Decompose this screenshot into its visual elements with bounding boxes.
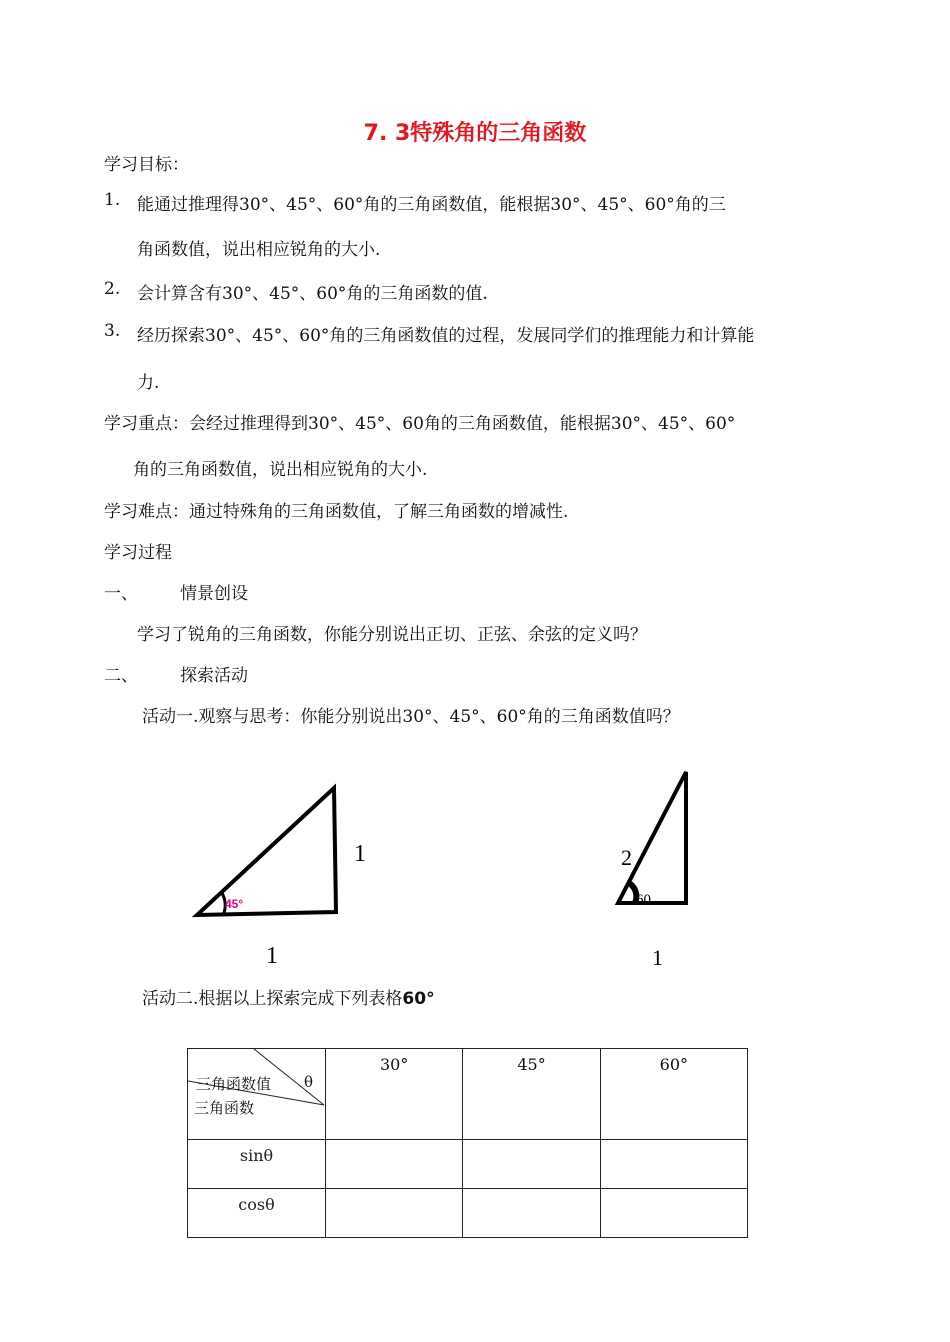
process-heading: 学习过程: [104, 543, 172, 563]
answer-cell-sin-45[interactable]: [463, 1140, 600, 1189]
table-row: [188, 1189, 748, 1238]
triangle-45-angle-arc: [222, 893, 225, 913]
objectives-heading: 学习目标：: [104, 155, 189, 175]
column-header-45: 45°: [463, 1049, 600, 1140]
triangle-45-vertical-side-label: 1: [354, 841, 366, 867]
objective-1-line2: 角函数值，说出相应锐角的大小.: [137, 240, 381, 260]
section1-number: 一、: [104, 584, 138, 604]
section1-title: 情景创设: [180, 584, 248, 604]
table-corner-cell: [188, 1049, 326, 1140]
objective-3-line1: 经历探索30°、45°、60°角的三角函数值的过程，发展同学们的推理能力和计算能: [137, 326, 755, 346]
row-label-sin: sinθ: [188, 1140, 326, 1189]
row-label-cos: cosθ: [188, 1189, 326, 1238]
answer-cell-cos-30[interactable]: [326, 1189, 463, 1238]
activity2-suffix: 60°: [402, 989, 435, 1009]
triangle-60-angle-label: 60: [636, 892, 651, 908]
activity2-text: 活动二.根据以上探索完成下列表格: [142, 989, 403, 1009]
difficulty-line: 学习难点：通过特殊角的三角函数值，了解三角函数的增减性.: [104, 502, 569, 522]
trig-values-table: [187, 1048, 748, 1238]
objective-2-line1: 会计算含有30°、45°、60°角的三角函数的值.: [137, 284, 488, 304]
table-header-row: [188, 1049, 748, 1140]
answer-cell-cos-60[interactable]: [600, 1189, 747, 1238]
objective-3-line2: 力.: [137, 373, 160, 393]
key-point-line1: 学习重点：会经过推理得到30°、45°、60角的三角函数值，能根据30°、45°、60°: [104, 414, 736, 434]
objective-1-line1: 能通过推理得30°、45°、60°角的三角函数值，能根据30°、45°、60°角的三: [137, 195, 726, 215]
answer-cell-cos-45[interactable]: [463, 1189, 600, 1238]
triangle-60-angle-arc: [629, 883, 636, 903]
answer-cell-sin-30[interactable]: [326, 1140, 463, 1189]
triangle-45-bottom-side-label: 1: [266, 943, 278, 969]
triangle-45-angle-label: 45°: [225, 897, 244, 911]
corner-theta-label: θ: [304, 1073, 314, 1091]
column-header-60: 60°: [600, 1049, 747, 1140]
objective-1-number: 1.: [104, 190, 121, 210]
page-title: 7. 3特殊角的三角函数: [363, 121, 587, 146]
activity2-line: [142, 984, 435, 1009]
key-point-line2: 角的三角函数值，说出相应锐角的大小.: [133, 460, 428, 480]
table-row: [188, 1140, 748, 1189]
answer-cell-sin-60[interactable]: [600, 1140, 747, 1189]
objective-2-number: 2.: [104, 279, 121, 299]
corner-top-label: 三角函数值: [196, 1075, 272, 1093]
section2-title: 探索活动: [180, 666, 248, 686]
triangle-60-bottom-side-label: 1: [652, 945, 663, 970]
triangle-45-shape: [197, 788, 336, 915]
triangle-60-hypotenuse-label: 2: [621, 845, 632, 870]
activity1-text: 活动一.观察与思考：你能分别说出30°、45°、60°角的三角函数值吗？: [142, 707, 680, 727]
section2-number: 二、: [104, 666, 138, 686]
corner-bottom-label: 三角函数: [194, 1099, 255, 1117]
section1-text: 学习了锐角的三角函数，你能分别说出正切、正弦、余弦的定义吗？: [137, 625, 647, 645]
objective-3-number: 3.: [104, 321, 121, 341]
triangle-60-shape: [618, 772, 686, 903]
column-header-30: 30°: [326, 1049, 463, 1140]
